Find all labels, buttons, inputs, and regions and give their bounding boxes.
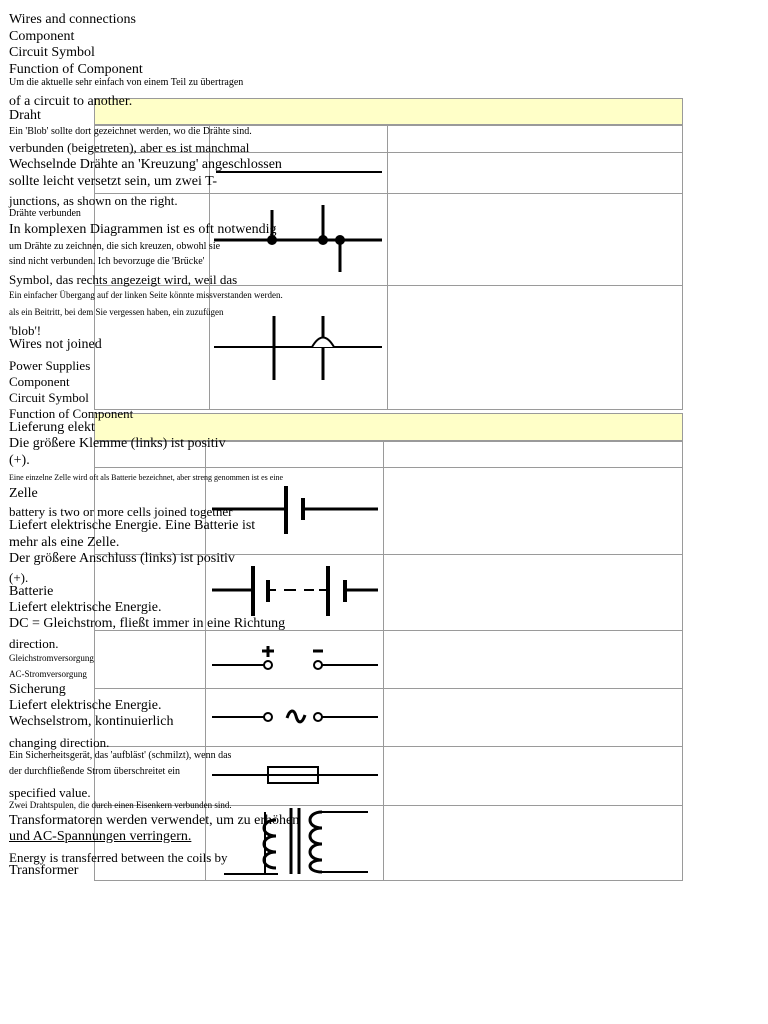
row-text: changing direction. (9, 735, 110, 750)
wires-joined-symbol-icon (212, 200, 387, 280)
section-heading-power: Power Supplies (9, 358, 91, 373)
row-text: Transformatoren werden verwendet, um zu erhöhen (9, 813, 300, 828)
row-text: sind nicht verbunden. Ich bevorzuge die 'Brücke' (9, 256, 205, 267)
row-text: Energy is transferred between the coils by (9, 850, 228, 865)
dc-supply-symbol-icon (210, 642, 382, 676)
row-text: Symbol, das rechts angezeigt wird, weil das (9, 272, 238, 287)
column-header-function: Function of Component (9, 406, 134, 421)
row-text: battery is two or more cells joined together (9, 504, 233, 519)
power-intro-note: Lieferung elekt (9, 420, 95, 435)
row-text: Liefert elektrische Energie. Eine Batterie ist (9, 518, 256, 533)
ac-supply-symbol-icon (210, 702, 382, 732)
cell-symbol-icon (210, 482, 382, 542)
wires-intro-tail: of a circuit to another. (9, 94, 133, 109)
row-text: (+). (9, 570, 29, 585)
row-text: mehr als eine Zelle. (9, 535, 120, 550)
row-text: junctions, as shown on the right. (9, 193, 178, 208)
row-text: und AC-Spannungen verringern. (9, 829, 192, 844)
column-header-component: Component (9, 374, 70, 389)
row-text: der durchfließende Strom überschreitet ein (9, 766, 181, 777)
row-text: specified value. (9, 785, 91, 800)
row-text: 'blob'! (9, 323, 42, 338)
row-text: (+). (9, 453, 30, 468)
fuse-symbol-icon (210, 762, 382, 788)
row-text: Die größere Klemme (links) ist positiv (9, 436, 226, 451)
column-header-function: Function of Component (9, 62, 143, 77)
column-header-symbol: Circuit Symbol (9, 45, 95, 60)
wires-intro-note: Um die aktuelle sehr einfach von einem Teil zu übertragen (9, 77, 244, 88)
row-text: In komplexen Diagrammen ist es oft notwendig (9, 222, 277, 237)
row-text: Ein einfacher Übergang auf der linken Seite könnte missverstanden werden. (9, 290, 283, 300)
row-text: um Drähte zu zeichnen, die sich kreuzen, obwohl sie (9, 241, 221, 252)
row-text: verbunden (beigetreten), aber es ist manchmal (9, 140, 250, 155)
row-text: Liefert elektrische Energie. (9, 698, 162, 713)
row-label-wires-joined: Drähte verbunden (9, 208, 81, 219)
wires-header-band (94, 98, 683, 125)
wires-not-joined-symbol-icon (212, 312, 387, 387)
row-label-sicherung: Sicherung (9, 682, 66, 697)
row-label-zelle: Zelle (9, 486, 38, 501)
row-text: Eine einzelne Zelle wird oft als Batterie bezeichnet, aber streng genommen ist es eine (9, 473, 284, 482)
section-heading-wires: Wires and connections (9, 12, 136, 27)
row-text: Ein 'Blob' sollte dort gezeichnet werden, wo die Drähte sind. (9, 126, 252, 137)
row-text: Wechselstrom, kontinuierlich (9, 714, 174, 729)
row-text: direction. (9, 636, 59, 651)
row-label-ac-supply: AC-Stromversorgung (9, 669, 87, 679)
row-label-wires-not-joined: Wires not joined (9, 337, 102, 352)
row-text: Zwei Drahtspulen, die durch einen Eisenkern verbunden sind. (9, 800, 232, 810)
battery-symbol-icon (210, 562, 382, 622)
row-text: als ein Beitritt, bei dem Sie vergessen haben, ein zuzufügen (9, 307, 224, 317)
row-label-dc-supply: Gleichstromversorgung (9, 653, 94, 663)
column-header-component: Component (9, 29, 75, 44)
row-text: Ein Sicherheitsgerät, das 'aufbläst' (schmilzt), wenn das (9, 750, 232, 761)
row-text: Wechselnde Drähte an 'Kreuzung' angeschlossen (9, 157, 282, 172)
row-text: DC = Gleichstrom, fließt immer in eine Richtung (9, 616, 286, 631)
row-label-batterie: Batterie (9, 584, 54, 599)
row-label-transformer: Transformer (9, 863, 79, 878)
column-header-symbol: Circuit Symbol (9, 390, 89, 405)
row-text: Der größere Anschluss (links) ist positiv (9, 551, 235, 566)
row-text: sollte leicht versetzt sein, um zwei T- (9, 174, 218, 189)
row-text: Liefert elektrische Energie. (9, 600, 162, 615)
row-label-draht: Draht (9, 108, 41, 123)
